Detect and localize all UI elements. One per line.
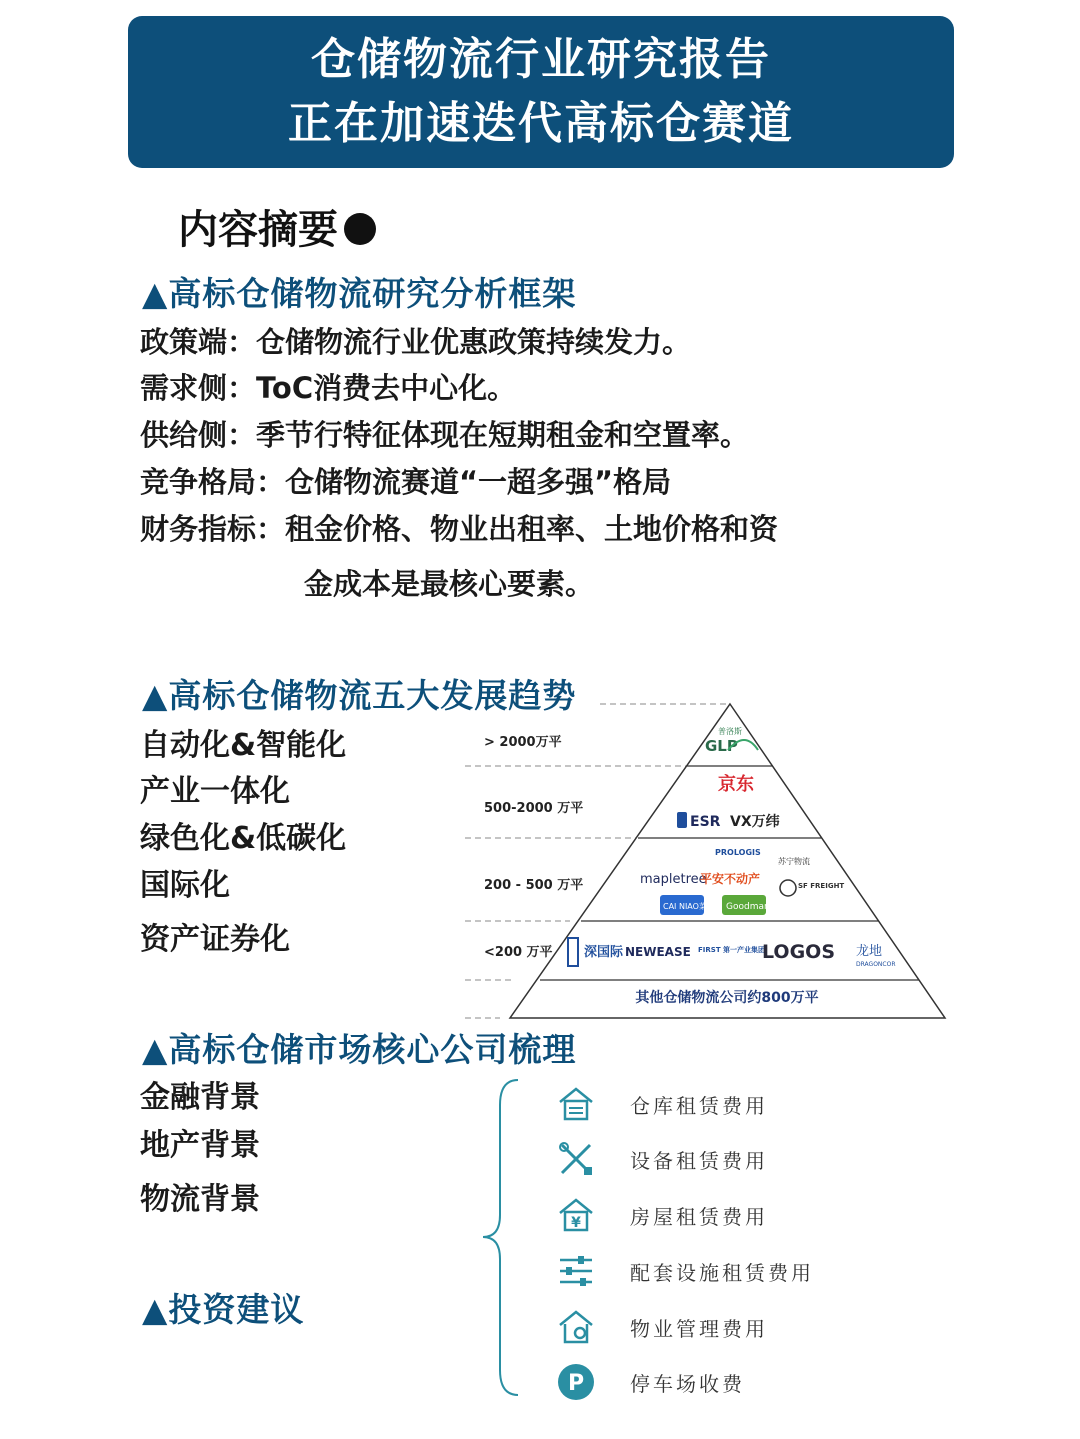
fee-row <box>556 1307 768 1347</box>
framework-item-policy: 政策端：仓储物流行业优惠政策持续发力。 <box>140 325 692 359</box>
fee-row <box>556 1195 768 1235</box>
framework-heading: ▲高标仓储物流研究分析框架 <box>142 274 577 313</box>
companies-heading: ▲高标仓储市场核心公司梳理 <box>142 1030 577 1069</box>
logo-dragoncor: 龙地 <box>856 944 883 959</box>
logo-pingan: 平安不动产 <box>700 872 761 886</box>
logo-esr: ESR <box>690 814 721 830</box>
summary-title: 内容摘要 <box>178 198 376 255</box>
trend-item: 绿色化&低碳化 <box>140 821 347 856</box>
trends-heading: ▲高标仓储物流五大发展趋势 <box>142 676 577 715</box>
fee-label: 物业管理费用 <box>630 1316 768 1341</box>
warehouse-icon <box>556 1084 596 1124</box>
fee-label: 设备租赁费用 <box>630 1148 768 1173</box>
framework-item-competition: 竞争格局：仓储物流赛道“一超多强”格局 <box>140 465 672 499</box>
trend-item: 产业一体化 <box>140 774 290 809</box>
logo-logos: LOGOS <box>762 941 836 963</box>
logo-sf: SF FREIGHT <box>798 882 845 890</box>
fee-label: 停车场收费 <box>630 1371 745 1396</box>
logo-glp: GLP <box>705 737 738 755</box>
tools-icon <box>556 1139 596 1179</box>
logo-goodman: Goodman <box>726 902 770 912</box>
logo-first: FIRST 第一产业集团 <box>698 946 766 954</box>
invest-heading: ▲投资建议 <box>142 1290 305 1329</box>
logo-suning: 苏宁物流 <box>778 857 810 866</box>
company-item: 物流背景 <box>140 1182 260 1217</box>
house-yuan-icon <box>556 1195 596 1235</box>
svg-text:P: P <box>567 1371 585 1396</box>
tier-label: <200 万平 <box>484 945 553 960</box>
framework-item-demand: 需求侧：ToC消费去中心化。 <box>140 371 517 405</box>
fee-row <box>556 1362 745 1402</box>
brace-icon <box>478 1075 528 1400</box>
pyramid-base-label: 其他仓储物流公司约800万平 <box>635 990 819 1006</box>
fee-label: 配套设施租赁费用 <box>630 1260 814 1285</box>
svg-text:¥: ¥ <box>571 1215 581 1231</box>
fee-label: 仓库租赁费用 <box>630 1093 768 1118</box>
framework-item-finance: 财务指标：租金价格、物业出租率、土地价格和资 <box>140 512 779 546</box>
logo-cainiao: CAI NIAO菜鸟 <box>663 902 715 911</box>
logo-glp-cn: 普洛斯 <box>718 727 742 736</box>
bullet-dot-icon <box>344 213 376 245</box>
tier-label: 500-2000 万平 <box>484 801 584 816</box>
logo-mapletree: mapletree <box>640 872 707 887</box>
logo-jd: 京东 <box>718 774 754 795</box>
scale-pyramid <box>460 700 950 1025</box>
banner-line-1: 仓储物流行业研究报告 <box>311 34 771 85</box>
trend-item: 国际化 <box>140 868 230 903</box>
tier-label: > 2000万平 <box>484 735 562 750</box>
company-item: 金融背景 <box>140 1080 260 1115</box>
framework-item-finance-cont: 金成本是最核心要素。 <box>304 567 595 601</box>
framework-item-supply: 供给侧：季节行特征体现在短期租金和空置率。 <box>140 418 750 452</box>
parking-icon <box>556 1362 596 1402</box>
logo-dragoncor-en: DRAGONCOR <box>856 961 896 968</box>
company-item: 地产背景 <box>140 1128 260 1163</box>
title-banner <box>128 16 954 168</box>
fee-row <box>556 1251 814 1291</box>
trend-item: 资产证券化 <box>140 922 290 957</box>
house-gear-icon <box>556 1307 596 1347</box>
fee-label: 房屋租赁费用 <box>630 1204 768 1229</box>
logo-szi: 深国际 <box>584 945 624 960</box>
tier-label: 200 - 500 万平 <box>484 878 584 893</box>
logo-newease: NEWEASE <box>625 945 691 959</box>
trend-item: 自动化&智能化 <box>140 728 347 763</box>
logo-prologis: PROLOGIS <box>715 848 761 857</box>
logo-vx: VX万纬 <box>730 814 780 830</box>
banner-line-2: 正在加速迭代高标仓赛道 <box>288 98 794 149</box>
sliders-icon <box>556 1251 596 1291</box>
fee-row <box>556 1139 768 1179</box>
fee-row <box>556 1084 768 1124</box>
